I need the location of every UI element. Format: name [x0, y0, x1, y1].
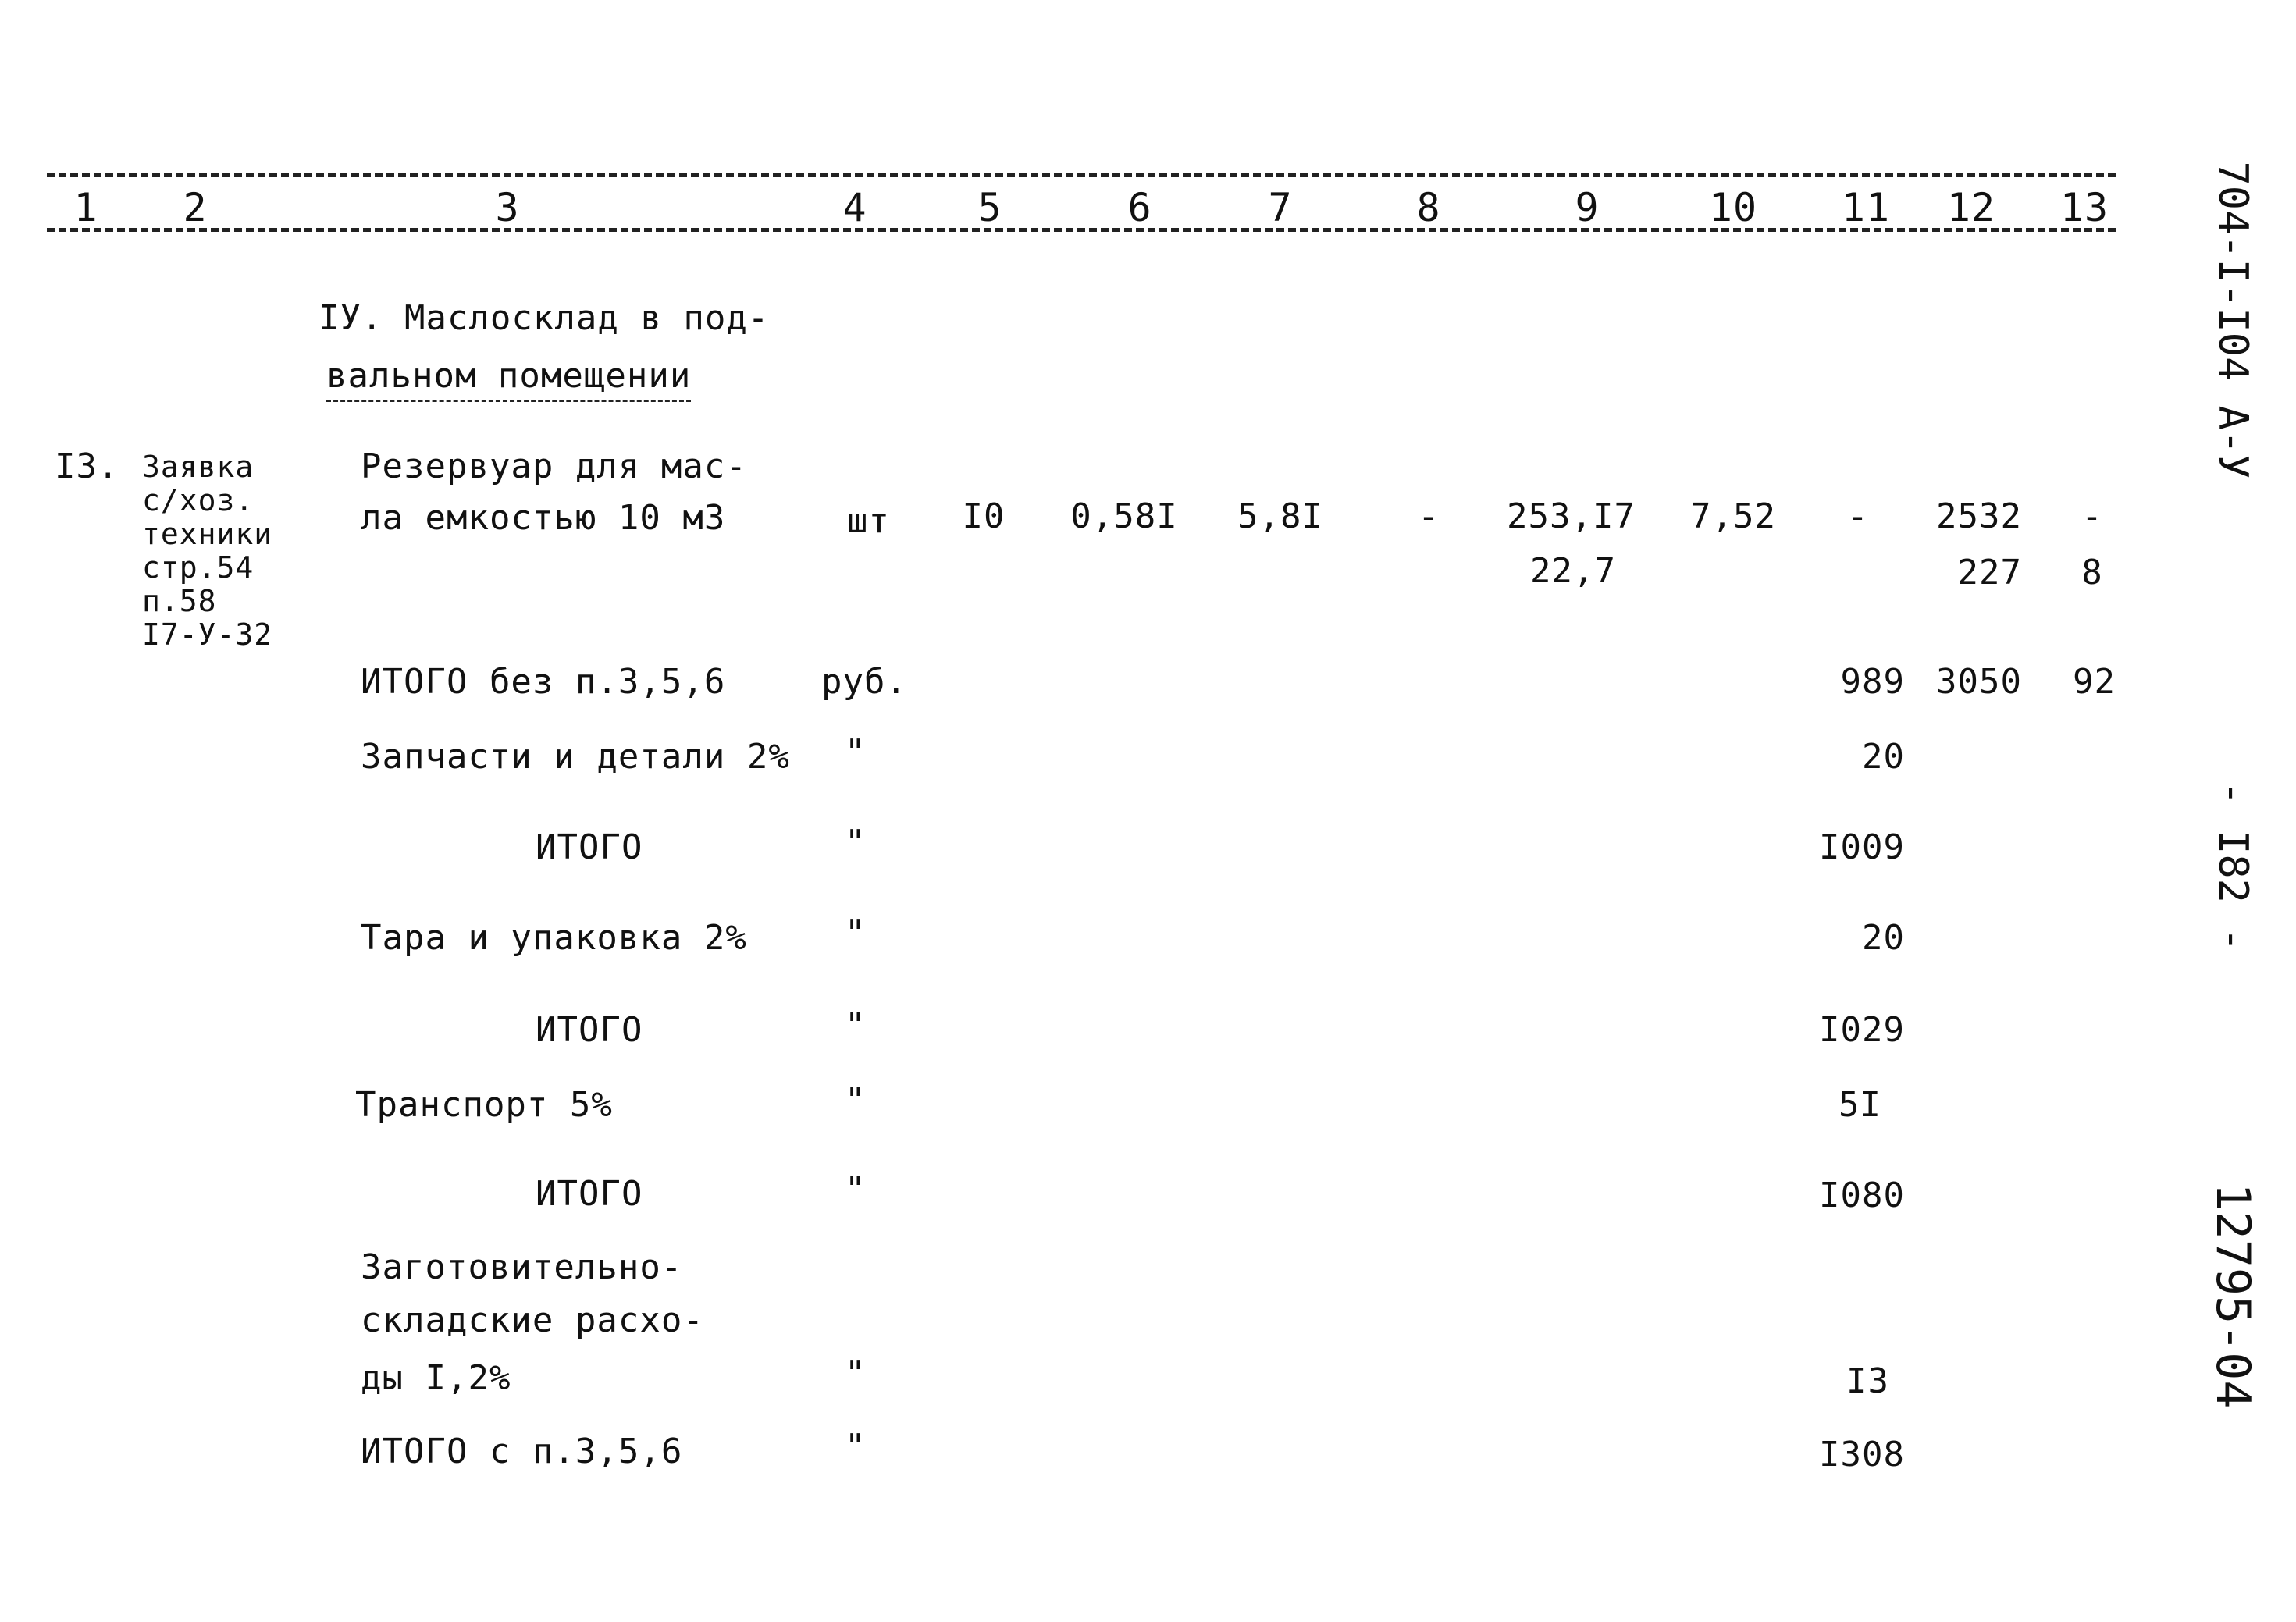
item-col7: 5,8I: [1237, 496, 1323, 536]
section-title-line2: вальном помещении: [326, 356, 691, 402]
col-header-11: 11: [1841, 185, 1891, 230]
total-label: ИТОГО: [536, 827, 643, 867]
item-name-line1: Резервуар для мас-: [361, 446, 747, 486]
item-col9-b: 22,7: [1530, 551, 1616, 591]
total-label: Транспорт 5%: [355, 1085, 613, 1125]
header-top-rule: [47, 173, 2116, 177]
item-source-5: п.58: [142, 584, 217, 618]
total-label: ИТОГО: [536, 1010, 643, 1050]
total-unit: ": [845, 1005, 867, 1045]
item-col10: 7,52: [1690, 496, 1776, 536]
header-bottom-rule: [47, 228, 2116, 232]
item-col11: -: [1847, 496, 1869, 536]
item-col13-b: 8: [2081, 553, 2103, 592]
total-col11: 20: [1862, 737, 1905, 777]
col-header-8: 8: [1416, 185, 1441, 230]
item-col6: 0,58I: [1070, 496, 1178, 536]
total-label-line1: Заготовительно-: [361, 1247, 683, 1287]
section-title-line1: IУ. Маслосклад в под-: [319, 298, 770, 338]
total-unit: ": [845, 913, 867, 953]
total-unit: ": [845, 823, 867, 863]
total-col11: 5I: [1839, 1085, 1881, 1125]
item-unit: шт: [847, 501, 890, 541]
item-source-4: стр.54: [142, 550, 255, 585]
total-col11: 20: [1862, 918, 1905, 958]
total-col11: 989: [1840, 662, 1905, 702]
total-unit: ": [845, 1169, 867, 1209]
item-col12-a: 2532: [1936, 496, 2022, 536]
item-source-1: Заявка: [142, 450, 255, 484]
total-col11: I308: [1819, 1435, 1905, 1474]
col-header-3: 3: [495, 185, 520, 230]
col-header-1: 1: [73, 185, 98, 230]
item-source-6: I7-У-32: [142, 617, 273, 652]
total-col11: I009: [1819, 827, 1905, 867]
total-unit: руб.: [821, 662, 907, 702]
total-label: ИТОГО без п.3,5,6: [361, 662, 726, 702]
item-col12-b: 227: [1957, 553, 2022, 592]
item-col8: -: [1418, 496, 1440, 536]
col-header-12: 12: [1946, 185, 1996, 230]
total-label: Тара и упаковка 2%: [361, 918, 747, 958]
col-header-13: 13: [2059, 185, 2109, 230]
item-quantity: I0: [962, 496, 1006, 536]
total-unit: ": [845, 732, 867, 772]
col-header-10: 10: [1708, 185, 1758, 230]
total-col11: I080: [1819, 1176, 1905, 1215]
col-header-2: 2: [183, 185, 208, 230]
total-label: ИТОГО с п.3,5,6: [361, 1432, 683, 1471]
col-header-5: 5: [977, 185, 1002, 230]
total-label: ИТОГО: [536, 1174, 643, 1214]
total-unit: ": [845, 1080, 867, 1120]
total-col11: I029: [1819, 1010, 1905, 1050]
total-unit: ": [845, 1427, 867, 1467]
total-col13: 92: [2073, 662, 2116, 702]
item-source-2: с/хоз.: [142, 483, 255, 518]
item-number: I3.: [55, 446, 119, 486]
col-header-6: 6: [1127, 185, 1152, 230]
col-header-4: 4: [842, 185, 867, 230]
item-source-3: техники: [142, 517, 273, 551]
margin-archive-number: 12795-04: [2205, 1183, 2260, 1409]
total-col12: 3050: [1936, 662, 2022, 702]
total-label-line3: ды I,2%: [361, 1358, 511, 1398]
margin-doc-code: 704-I-I04 А-У: [2209, 161, 2256, 479]
item-col9-a: 253,I7: [1507, 496, 1636, 536]
item-name-line2: ла емкостью 10 м3: [361, 498, 726, 538]
margin-page-number: - I82 -: [2209, 781, 2256, 952]
total-unit: ": [845, 1353, 867, 1393]
total-label-line2: складские расхо-: [361, 1300, 704, 1340]
col-header-7: 7: [1268, 185, 1293, 230]
item-col13-a: -: [2081, 496, 2103, 536]
total-label: Запчасти и детали 2%: [361, 737, 790, 777]
total-col11: I3: [1846, 1361, 1889, 1401]
col-header-9: 9: [1575, 185, 1600, 230]
